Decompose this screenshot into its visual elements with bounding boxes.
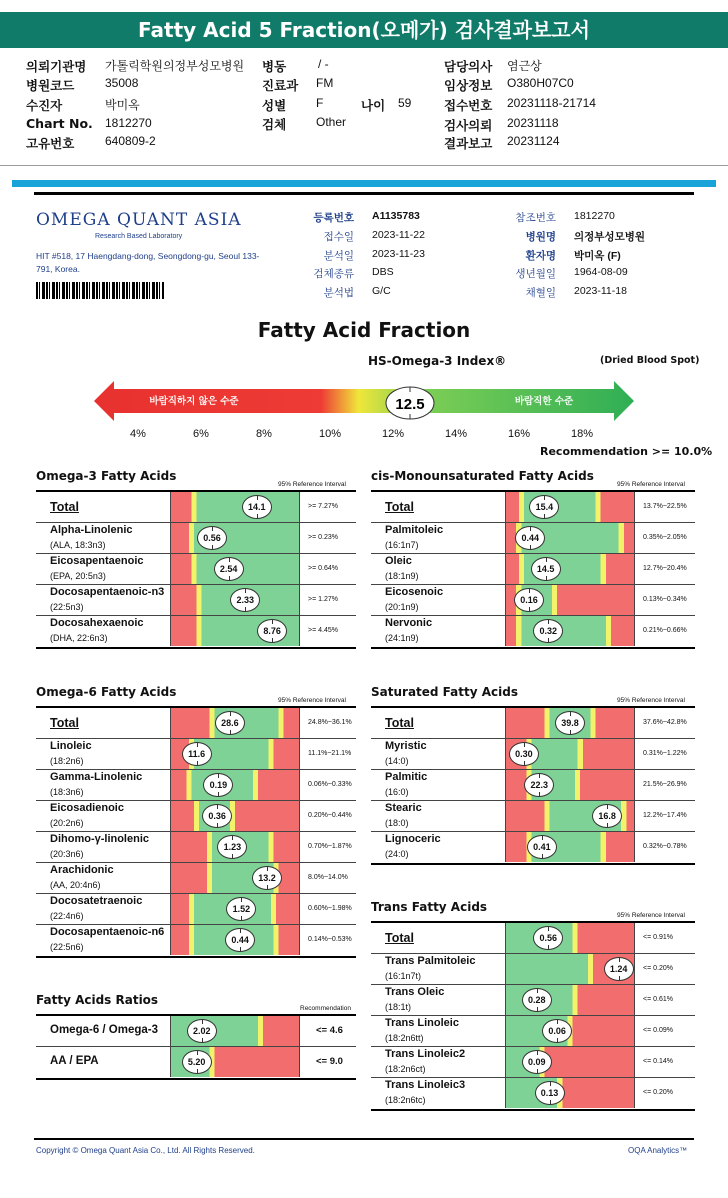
reference-range: <= 9.0 — [316, 1056, 343, 1067]
scale-tick: 4% — [130, 428, 146, 440]
reference-range: 0.70%~1.87% — [308, 843, 352, 850]
value-marker: 0.13 — [535, 1081, 565, 1105]
info-value: 20231118-21714 — [507, 96, 596, 110]
value-marker: 1.52 — [226, 897, 256, 921]
info-value: 20231118 — [507, 116, 559, 130]
fatty-acid-name: Eicosapentaenoic — [50, 555, 144, 567]
scale-tick: 18% — [571, 428, 594, 440]
fatty-acid-code: (18:2n6) — [50, 756, 84, 766]
table-row — [36, 1016, 356, 1047]
section-heading: Fatty Acids Ratios — [36, 993, 159, 1007]
fatty-acid-name: Trans Palmitoleic — [385, 955, 476, 967]
fatty-acid-name: Palmitic — [385, 771, 428, 783]
info-value: 가톨릭학원의정부성모병원 — [105, 59, 245, 73]
section-heading: Saturated Fatty Acids — [371, 685, 518, 699]
range-bar — [505, 770, 635, 800]
fatty-acid-name: AA / EPA — [50, 1055, 99, 1067]
fatty-acid-name: Eicosenoic — [385, 586, 444, 598]
reference-range: 8.0%~14.0% — [308, 874, 348, 881]
table-row — [36, 708, 356, 739]
fatty-acid-name: Myristic — [385, 740, 427, 752]
reference-range: 0.31%~1.22% — [643, 750, 687, 757]
fatty-acid-code: (18:2n6tc) — [385, 1095, 426, 1105]
info-value: 59 — [398, 96, 412, 110]
reference-range: <= 0.61% — [643, 996, 673, 1003]
fatty-acid-code: (14:0) — [385, 756, 409, 766]
range-bar — [505, 1047, 635, 1077]
value-marker: 2.54 — [214, 557, 244, 581]
section-heading: Omega-3 Fatty Acids — [36, 469, 177, 483]
table-row — [36, 801, 356, 832]
reference-range: 0.35%~2.05% — [643, 534, 687, 541]
value-marker: 2.02 — [187, 1019, 217, 1043]
table-row — [371, 708, 695, 739]
value-marker: 14.5 — [531, 557, 561, 581]
info-key: 고유번호 — [26, 136, 75, 151]
reference-range: 13.7%~22.5% — [643, 503, 687, 510]
fatty-acid-name: Total — [385, 716, 414, 730]
fatty-acid-name: Lignoceric — [385, 833, 441, 845]
fatty-acid-table — [371, 921, 695, 1111]
info-value: F — [316, 96, 324, 110]
table-row — [371, 770, 695, 801]
fatty-acid-code: (24:1n9) — [385, 633, 419, 643]
value-marker: 1.24 — [604, 957, 634, 981]
report-top-border — [34, 192, 694, 195]
value-marker: 5.20 — [182, 1050, 212, 1074]
range-bar — [505, 708, 635, 738]
fatty-acid-code: (16:1n7) — [385, 540, 419, 550]
lab-field-key: 분석법 — [323, 287, 354, 299]
table-row — [36, 925, 356, 956]
value-marker: 0.41 — [527, 835, 557, 859]
value-marker: 0.06 — [542, 1019, 572, 1043]
section-heading: cis-Monounsaturated Fatty Acids — [371, 469, 594, 483]
fatty-acid-name: Alpha-Linolenic — [50, 524, 133, 536]
value-marker: 13.2 — [252, 866, 282, 890]
value-marker: 0.44 — [225, 928, 255, 952]
fatty-acid-name: Stearic — [385, 802, 422, 814]
info-value: FM — [316, 76, 334, 90]
fatty-acid-name: Oleic — [385, 555, 412, 567]
range-bar — [505, 554, 635, 584]
value-marker: 0.44 — [515, 526, 545, 550]
fatty-acid-name: Arachidonic — [50, 864, 114, 876]
lab-field-value: 의정부성모병원 — [574, 231, 646, 243]
value-marker: 0.19 — [203, 773, 233, 797]
table-row — [36, 1047, 356, 1078]
fatty-acid-name: Docosahexaenoic — [50, 617, 144, 629]
range-bar — [505, 801, 635, 831]
info-key: 검체 — [262, 117, 287, 132]
divider — [0, 165, 728, 166]
value-marker: 28.6 — [215, 711, 245, 735]
range-bar — [170, 554, 300, 584]
fatty-acid-table — [36, 490, 356, 649]
fatty-acid-name: Total — [50, 500, 79, 514]
reference-range: >= 0.23% — [308, 534, 338, 541]
fatty-acid-code: (22:5n6) — [50, 942, 84, 952]
fatty-acid-name: Total — [385, 500, 414, 514]
info-key: Chart No. — [26, 116, 93, 131]
table-row — [36, 492, 356, 523]
lab-field-value: 2023-11-22 — [372, 229, 425, 241]
range-bar — [170, 1016, 300, 1046]
barcode — [36, 282, 164, 299]
reference-interval-label: 95% Reference Interval — [617, 912, 685, 919]
fatty-acid-name: Gamma-Linolenic — [50, 771, 143, 783]
table-row — [36, 894, 356, 925]
info-value: 20231124 — [507, 134, 560, 148]
reference-interval-label: 95% Reference Interval — [617, 481, 685, 488]
lab-field-key: 병원명 — [525, 231, 556, 243]
fatty-acid-code: (AA, 20:4n6) — [50, 880, 101, 890]
lab-field-value: 1964-08-09 — [574, 266, 628, 278]
info-key: 진료과 — [262, 78, 299, 93]
info-key: 의뢰기관명 — [26, 59, 87, 74]
divider-blue — [12, 180, 716, 187]
lab-field-value: DBS — [372, 266, 394, 278]
reference-range: 0.13%~0.34% — [643, 596, 687, 603]
fatty-acid-code: (ALA, 18:3n3) — [50, 540, 106, 550]
reference-range: 12.2%~17.4% — [643, 812, 687, 819]
lab-field-key: 참조번호 — [515, 212, 556, 224]
fatty-acid-name: Docosatetraenoic — [50, 895, 143, 907]
lab-field-key: 접수일 — [323, 231, 354, 243]
range-bar — [505, 616, 635, 646]
reference-range: <= 0.14% — [643, 1058, 673, 1065]
reference-range: >= 0.64% — [308, 565, 338, 572]
value-marker: 16.8 — [592, 804, 622, 828]
info-key: 임상정보 — [444, 78, 493, 93]
lab-address: HIT #518, 17 Haengdang-dong, Seongdong-gu, Seoul 133-791, Korea. — [36, 251, 260, 274]
reference-range: <= 4.6 — [316, 1025, 343, 1036]
fatty-acid-name: Total — [385, 931, 414, 945]
reference-range: >= 7.27% — [308, 503, 338, 510]
range-bar — [505, 739, 635, 769]
scale-left-label: 바람직하지 않은 수준 — [149, 396, 239, 407]
scale-tick: 8% — [256, 428, 272, 440]
fatty-acid-code: (24:0) — [385, 849, 409, 859]
lab-field-value: A1135783 — [372, 210, 420, 222]
fatty-acid-code: (DHA, 22:6n3) — [50, 633, 108, 643]
range-bar — [505, 585, 635, 615]
range-bar — [505, 954, 635, 984]
lab-field-value: G/C — [372, 285, 391, 297]
info-value: 염근상 — [507, 59, 542, 73]
range-bar — [505, 492, 635, 522]
reference-interval-label: 95% Reference Interval — [617, 697, 685, 704]
fatty-acid-code: (16:0) — [385, 787, 409, 797]
reference-range: <= 0.20% — [643, 1089, 673, 1096]
value-marker: 39.8 — [555, 711, 585, 735]
reference-range: 0.20%~0.44% — [308, 812, 352, 819]
value-marker: 0.32 — [533, 619, 563, 643]
fatty-acid-code: (20:3n6) — [50, 849, 84, 859]
value-marker: 8.76 — [257, 619, 287, 643]
omega3-index-scale — [94, 381, 634, 421]
fatty-acid-code: (18:2n6tt) — [385, 1033, 424, 1043]
fatty-acid-name: Nervonic — [385, 617, 433, 629]
fatty-acid-name: Dihomo-γ-linolenic — [50, 833, 149, 845]
fatty-acid-code: (EPA, 20:5n3) — [50, 571, 106, 581]
range-bar — [170, 492, 300, 522]
reference-interval-label: 95% Reference Interval — [278, 697, 346, 704]
info-key: 수진자 — [26, 98, 63, 113]
value-marker: 2.33 — [230, 588, 260, 612]
section-title: Fatty Acid Fraction — [257, 318, 471, 342]
range-bar — [170, 801, 300, 831]
table-row — [371, 923, 695, 954]
copyright: Copyright © Omega Quant Asia Co., Ltd. All Rights Reserved. — [36, 1146, 255, 1155]
table-row — [371, 985, 695, 1016]
info-key: 병동 — [262, 59, 287, 74]
table-row — [371, 554, 695, 585]
table-row — [36, 616, 356, 647]
info-value: 박미옥 — [105, 98, 140, 112]
fatty-acid-code: (18:3n6) — [50, 787, 84, 797]
fatty-acid-name: Trans Linoleic3 — [385, 1079, 466, 1091]
reference-range: 0.21%~0.66% — [643, 627, 687, 634]
lab-field-key: 분석일 — [323, 250, 354, 262]
value-marker: 0.09 — [522, 1050, 552, 1074]
reference-range: >= 1.27% — [308, 596, 338, 603]
fatty-acid-code: (20:2n6) — [50, 818, 84, 828]
index-label: HS-Omega-3 Index® — [368, 354, 507, 368]
report-bottom-border — [34, 1138, 694, 1140]
range-bar — [170, 523, 300, 553]
scale-tick: 10% — [319, 428, 342, 440]
value-marker: 1.23 — [217, 835, 247, 859]
range-bar — [170, 863, 300, 893]
specimen-label: (Dried Blood Spot) — [600, 355, 700, 366]
table-row — [36, 585, 356, 616]
reference-range: <= 0.20% — [643, 965, 673, 972]
brand: OQA Analytics™ — [628, 1146, 688, 1155]
scale-tick: 16% — [508, 428, 531, 440]
report-title: Fatty Acid 5 Fraction(오메가) 검사결과보고서 — [0, 12, 728, 48]
lab-field-key: 검체종류 — [313, 268, 354, 280]
scale-tick: 6% — [193, 428, 209, 440]
section-heading: Trans Fatty Acids — [371, 900, 488, 914]
table-row — [371, 492, 695, 523]
fatty-acid-table — [36, 1014, 356, 1080]
scale-right-label: 바람직한 수준 — [514, 396, 574, 407]
reference-range: 11.1%~21.1% — [308, 750, 352, 757]
range-bar — [170, 1047, 300, 1077]
table-row — [36, 832, 356, 863]
range-bar — [170, 708, 300, 738]
range-bar — [170, 616, 300, 646]
value-marker: 14.1 — [242, 495, 272, 519]
lab-logo-sub: Research Based Laboratory — [95, 233, 183, 240]
table-row — [371, 585, 695, 616]
fatty-acid-code: (16:1n7t) — [385, 971, 422, 981]
table-row — [371, 739, 695, 770]
recommendation-label: Recommendation — [300, 1005, 351, 1012]
value-marker: 0.56 — [197, 526, 227, 550]
range-bar — [170, 925, 300, 955]
table-row — [36, 863, 356, 894]
fatty-acid-table — [371, 706, 695, 865]
value-marker: 11.6 — [182, 742, 212, 766]
range-bar — [505, 832, 635, 862]
lab-field-key: 등록번호 — [313, 212, 354, 224]
recommendation: Recommendation >= 10.0% — [540, 445, 713, 458]
reference-range: 12.7%~20.4% — [643, 565, 687, 572]
fatty-acid-table — [371, 490, 695, 649]
value-marker: 0.36 — [202, 804, 232, 828]
range-bar — [170, 739, 300, 769]
value-marker: 0.28 — [522, 988, 552, 1012]
reference-interval-label: 95% Reference Interval — [278, 481, 346, 488]
table-row — [371, 1016, 695, 1047]
lab-field-key: 환자명 — [525, 250, 556, 262]
reference-range: >= 4.45% — [308, 627, 338, 634]
fatty-acid-name: Omega-6 / Omega-3 — [50, 1024, 159, 1036]
fatty-acid-name: Docosapentaenoic-n3 — [50, 586, 165, 598]
range-bar — [505, 1016, 635, 1046]
fatty-acid-name: Palmitoleic — [385, 524, 444, 536]
fatty-acid-code: (18:2n6ct) — [385, 1064, 426, 1074]
range-bar — [170, 832, 300, 862]
reference-range: 0.32%~0.78% — [643, 843, 687, 850]
value-marker: 15.4 — [529, 495, 559, 519]
info-value: Other — [316, 115, 347, 129]
fatty-acid-name: Trans Oleic — [385, 986, 445, 998]
fatty-acid-code: (18:1t) — [385, 1002, 412, 1012]
reference-range: 21.5%~26.9% — [643, 781, 687, 788]
table-row — [371, 523, 695, 554]
info-key: 접수번호 — [444, 98, 493, 113]
fatty-acid-code: (18:1n9) — [385, 571, 419, 581]
lab-field-value: 2023-11-23 — [372, 248, 425, 260]
table-row — [371, 832, 695, 863]
reference-range: 0.60%~1.98% — [308, 905, 352, 912]
table-row — [371, 1047, 695, 1078]
range-bar — [505, 923, 635, 953]
lab-field-value: 1812270 — [574, 210, 615, 222]
reference-range: 0.06%~0.33% — [308, 781, 352, 788]
fatty-acid-table — [36, 706, 356, 958]
info-key: 병원코드 — [26, 78, 75, 93]
info-value: 35008 — [105, 76, 139, 90]
index-value: 12.5 — [395, 396, 425, 413]
fatty-acid-name: Linoleic — [50, 740, 92, 752]
fatty-acid-name: Trans Linoleic2 — [385, 1048, 466, 1060]
info-value: 1812270 — [105, 116, 152, 130]
fatty-acid-name: Docosapentaenoic-n6 — [50, 926, 165, 938]
value-marker: 0.16 — [514, 588, 544, 612]
range-bar — [505, 985, 635, 1015]
info-value: / - — [318, 57, 329, 71]
fatty-acid-name: Trans Linoleic — [385, 1017, 459, 1029]
reference-range: 24.8%~36.1% — [308, 719, 352, 726]
reference-range: 37.6%~42.8% — [643, 719, 687, 726]
info-key: 결과보고 — [444, 136, 493, 151]
lab-field-key: 채혈일 — [525, 287, 556, 299]
info-value: O380H07C0 — [507, 76, 574, 90]
table-row — [371, 1078, 695, 1109]
section-heading: Omega-6 Fatty Acids — [36, 685, 177, 699]
table-row — [36, 739, 356, 770]
table-row — [36, 523, 356, 554]
info-key: 검사의뢰 — [444, 118, 493, 133]
lab-field-value: 2023-11-18 — [574, 285, 627, 297]
scale-tick: 14% — [445, 428, 468, 440]
info-key: 성별 — [262, 98, 287, 113]
lab-logo: OMEGA QUANT ASIA — [36, 210, 242, 230]
info-key: 나이 — [361, 98, 386, 113]
fatty-acid-code: (18:0) — [385, 818, 409, 828]
range-bar — [170, 894, 300, 924]
range-bar — [505, 523, 635, 553]
fatty-acid-code: (22:5n3) — [50, 602, 84, 612]
table-row — [371, 801, 695, 832]
value-marker: 0.30 — [509, 742, 539, 766]
fatty-acid-code: (20:1n9) — [385, 602, 419, 612]
table-row — [371, 616, 695, 647]
table-row — [36, 770, 356, 801]
info-value: 640809-2 — [105, 134, 156, 148]
scale-tick: 12% — [382, 428, 405, 440]
fatty-acid-name: Eicosadienoic — [50, 802, 124, 814]
lab-field-value: 박미옥 (F) — [574, 250, 621, 262]
fatty-acid-code: (22:4n6) — [50, 911, 84, 921]
reference-range: 0.14%~0.53% — [308, 936, 352, 943]
range-bar — [170, 770, 300, 800]
reference-range: <= 0.91% — [643, 934, 673, 941]
value-marker: 22.3 — [524, 773, 554, 797]
range-bar — [170, 585, 300, 615]
table-row — [36, 554, 356, 585]
lab-field-key: 생년월일 — [515, 268, 556, 280]
range-bar — [505, 1078, 635, 1108]
info-key: 담당의사 — [444, 59, 493, 74]
reference-range: <= 0.09% — [643, 1027, 673, 1034]
fatty-acid-name: Total — [50, 716, 79, 730]
value-marker: 0.56 — [533, 926, 563, 950]
table-row — [371, 954, 695, 985]
